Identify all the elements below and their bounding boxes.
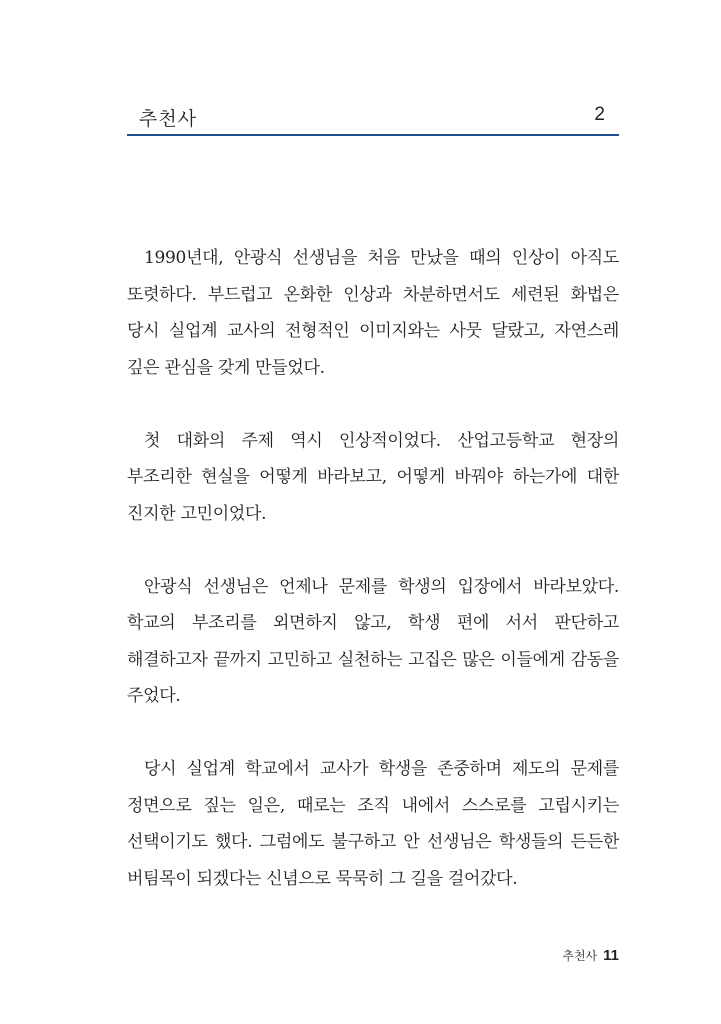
paragraph-1: 1990년대, 안광식 선생님을 처음 만났을 때의 인상이 아직도 또렷하다. 부드럽고 온화한 인상과 차분하면서도 세련된 화법은 당시 실업계 교사의 전형적인 이미지와는 사뭇 달랐고, 자연스레 깊은 관심을 갖게 만들었다. [127, 248, 619, 378]
paragraph-2: 첫 대화의 주제 역시 인상적이었다. 산업고등학교 현장의 부조리한 현실을 어떻게 바라보고, 어떻게 바꿔야 하는가에 대한 진지한 고민이었다. [127, 430, 619, 524]
chapter-header [127, 100, 619, 136]
footer-section-label: 추천사 [562, 949, 598, 963]
chapter-title: 추천사 [139, 108, 198, 130]
page-number: 11 [603, 947, 619, 964]
page-footer [562, 947, 619, 964]
chapter-number: 2 [594, 104, 605, 125]
paragraph-3: 안광식 선생님은 언제나 문제를 학생의 입장에서 바라보았다. 학교의 부조리를 외면하지 않고, 학생 편에 서서 판단하고 해결하고자 끝까지 고민하고 실천하는 고집은 많은 이들에게 감동을 주었다. [127, 576, 619, 706]
body-text [127, 240, 619, 934]
paragraph-4: 당시 실업계 학교에서 교사가 학생을 존중하며 제도의 문제를 정면으로 짚는 일은, 때로는 조직 내에서 스스로를 고립시키는 선택이기도 했다. 그럼에도 불구하고 안 선생님은 학생들의 든든한 버팀목이 되겠다는 신념으로 묵묵히 그 길을 걸어갔다. [127, 759, 619, 889]
